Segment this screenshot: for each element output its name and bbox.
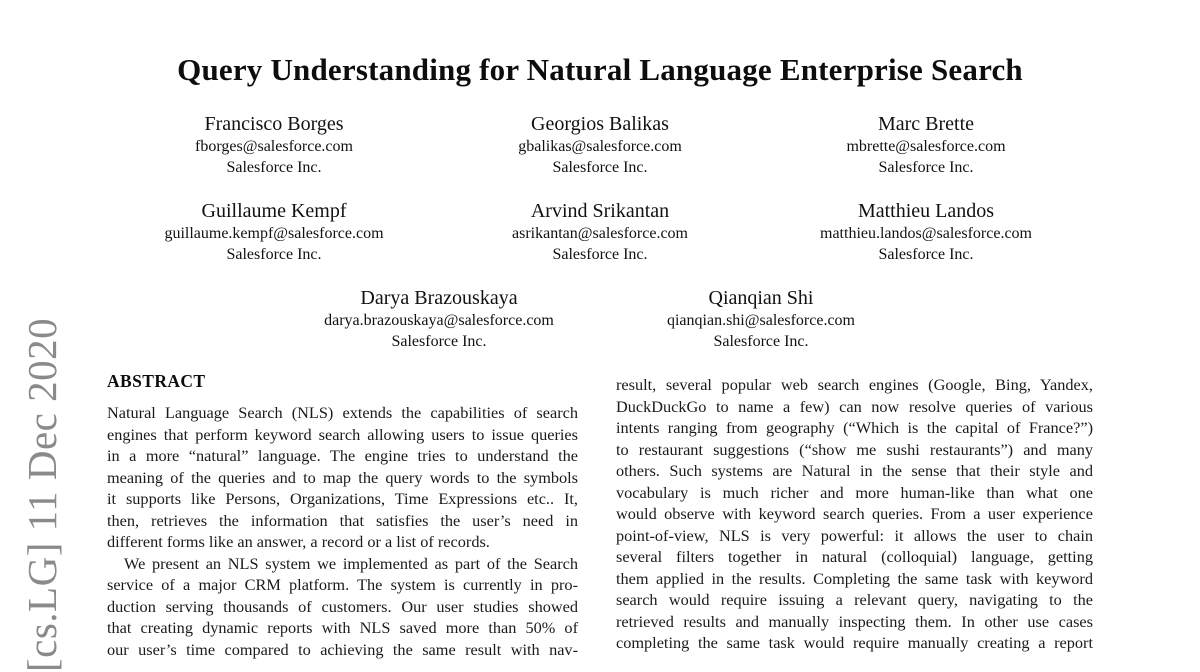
author-name: Arvind Srikantan — [530, 200, 670, 222]
abstract-paragraph-1 — [107, 402, 578, 553]
author-block — [111, 112, 437, 178]
author-affiliation: Salesforce Inc. — [713, 333, 809, 350]
text-line: search would require issuing a relevant query, navigating to the — [616, 590, 1093, 609]
text-line: completing the same task would require manually creating a report — [616, 633, 1093, 652]
author-email: darya.brazouskaya@salesforce.com — [324, 312, 554, 329]
text-line: them applied in the results. Completing the same task with keyword — [616, 568, 1093, 588]
author-block — [437, 112, 763, 178]
author-email: guillaume.kempf@salesforce.com — [164, 225, 384, 242]
text-line: meaning of the queries and to map the query words to the symbols — [107, 467, 578, 487]
author-affiliation: Salesforce Inc. — [552, 246, 648, 263]
author-name: Marc Brette — [877, 113, 975, 135]
text-line: our user’s time compared to achieving the same result with nav- — [107, 639, 578, 659]
author-row-3 — [110, 286, 1090, 352]
author-name: Darya Brazouskaya — [360, 287, 518, 309]
author-affiliation: Salesforce Inc. — [226, 246, 322, 263]
author-affiliation: Salesforce Inc. — [226, 159, 322, 176]
author-name: Qianqian Shi — [708, 287, 814, 309]
author-block — [763, 199, 1089, 265]
text-line: engines that perform keyword search allowing users to issue queries — [107, 424, 578, 444]
intro-continuation-paragraph — [616, 374, 1093, 654]
text-line: to restaurant suggestions (“show me sushi restaurants”) and many — [616, 439, 1093, 459]
text-line: then, retrieves the information that satisfies the user’s need in — [107, 510, 578, 530]
abstract-heading: ABSTRACT — [107, 371, 206, 391]
arxiv-watermark: [cs.LG] 11 Dec 2020 — [19, 317, 65, 672]
text-line: it supports like Persons, Organizations, Time Expressions etc.. It, — [107, 489, 578, 508]
author-block — [278, 286, 600, 352]
left-column — [107, 371, 578, 660]
text-line: intents ranging from geography (“Which is the capital of France?”) — [616, 418, 1093, 437]
author-block — [437, 199, 763, 265]
text-line: others. Such systems are Natural in the sense that their style and — [616, 461, 1093, 480]
text-line: Natural Language Search (NLS) extends the capabilities of search — [107, 403, 578, 422]
author-row-2 — [110, 199, 1090, 265]
author-affiliation: Salesforce Inc. — [878, 246, 974, 263]
author-affiliation: Salesforce Inc. — [552, 159, 648, 176]
text-line: We present an NLS system we implemented as part of the Search — [124, 553, 578, 573]
author-block — [111, 199, 437, 265]
author-block — [600, 286, 922, 352]
text-line: retrieved results and manually inspecting them. In other use cases — [616, 611, 1093, 631]
author-block — [763, 112, 1089, 178]
author-row-1 — [110, 112, 1090, 178]
right-column — [616, 371, 1093, 654]
author-email: mbrette@salesforce.com — [846, 138, 1006, 155]
text-line: point-of-view, NLS is very powerful: it allows the user to chain — [616, 525, 1093, 545]
abstract-paragraph-2 — [107, 553, 578, 661]
author-name: Guillaume Kempf — [201, 200, 347, 222]
author-name: Matthieu Landos — [857, 200, 995, 222]
paper-title: Query Understanding for Natural Language Enterprise Search — [177, 52, 1023, 87]
author-email: gbalikas@salesforce.com — [518, 138, 682, 155]
text-line: DuckDuckGo to name a few) can now resolve queries of various — [616, 396, 1093, 416]
text-line: duction serving thousands of customers. Our user studies showed — [107, 596, 578, 616]
text-line: would observe with keyword search queries. From a user experience — [616, 504, 1093, 523]
text-line: in a more “natural” language. The engine tries to understand the — [107, 446, 578, 465]
author-affiliation: Salesforce Inc. — [878, 159, 974, 176]
author-name: Georgios Balikas — [531, 113, 669, 135]
text-line: several filters together in natural (colloquial) language, getting — [616, 547, 1093, 566]
author-email: matthieu.landos@salesforce.com — [820, 225, 1032, 242]
text-line: service of a major CRM platform. The system is currently in pro- — [107, 575, 578, 594]
author-email: qianqian.shi@salesforce.com — [666, 312, 855, 329]
author-affiliation: Salesforce Inc. — [391, 333, 487, 350]
author-name: Francisco Borges — [204, 113, 344, 135]
author-email: fborges@salesforce.com — [195, 138, 353, 155]
author-email: asrikantan@salesforce.com — [512, 225, 688, 242]
text-line: that creating dynamic reports with NLS saved more than 50% of — [107, 618, 578, 637]
text-line: result, several popular web search engines (Google, Bing, Yandex, — [616, 375, 1093, 394]
text-line: vocabulary is much richer and more human-like than what one — [616, 482, 1093, 502]
authors-section — [110, 112, 1090, 373]
text-line: different forms like an answer, a record or a list of records. — [107, 532, 490, 551]
